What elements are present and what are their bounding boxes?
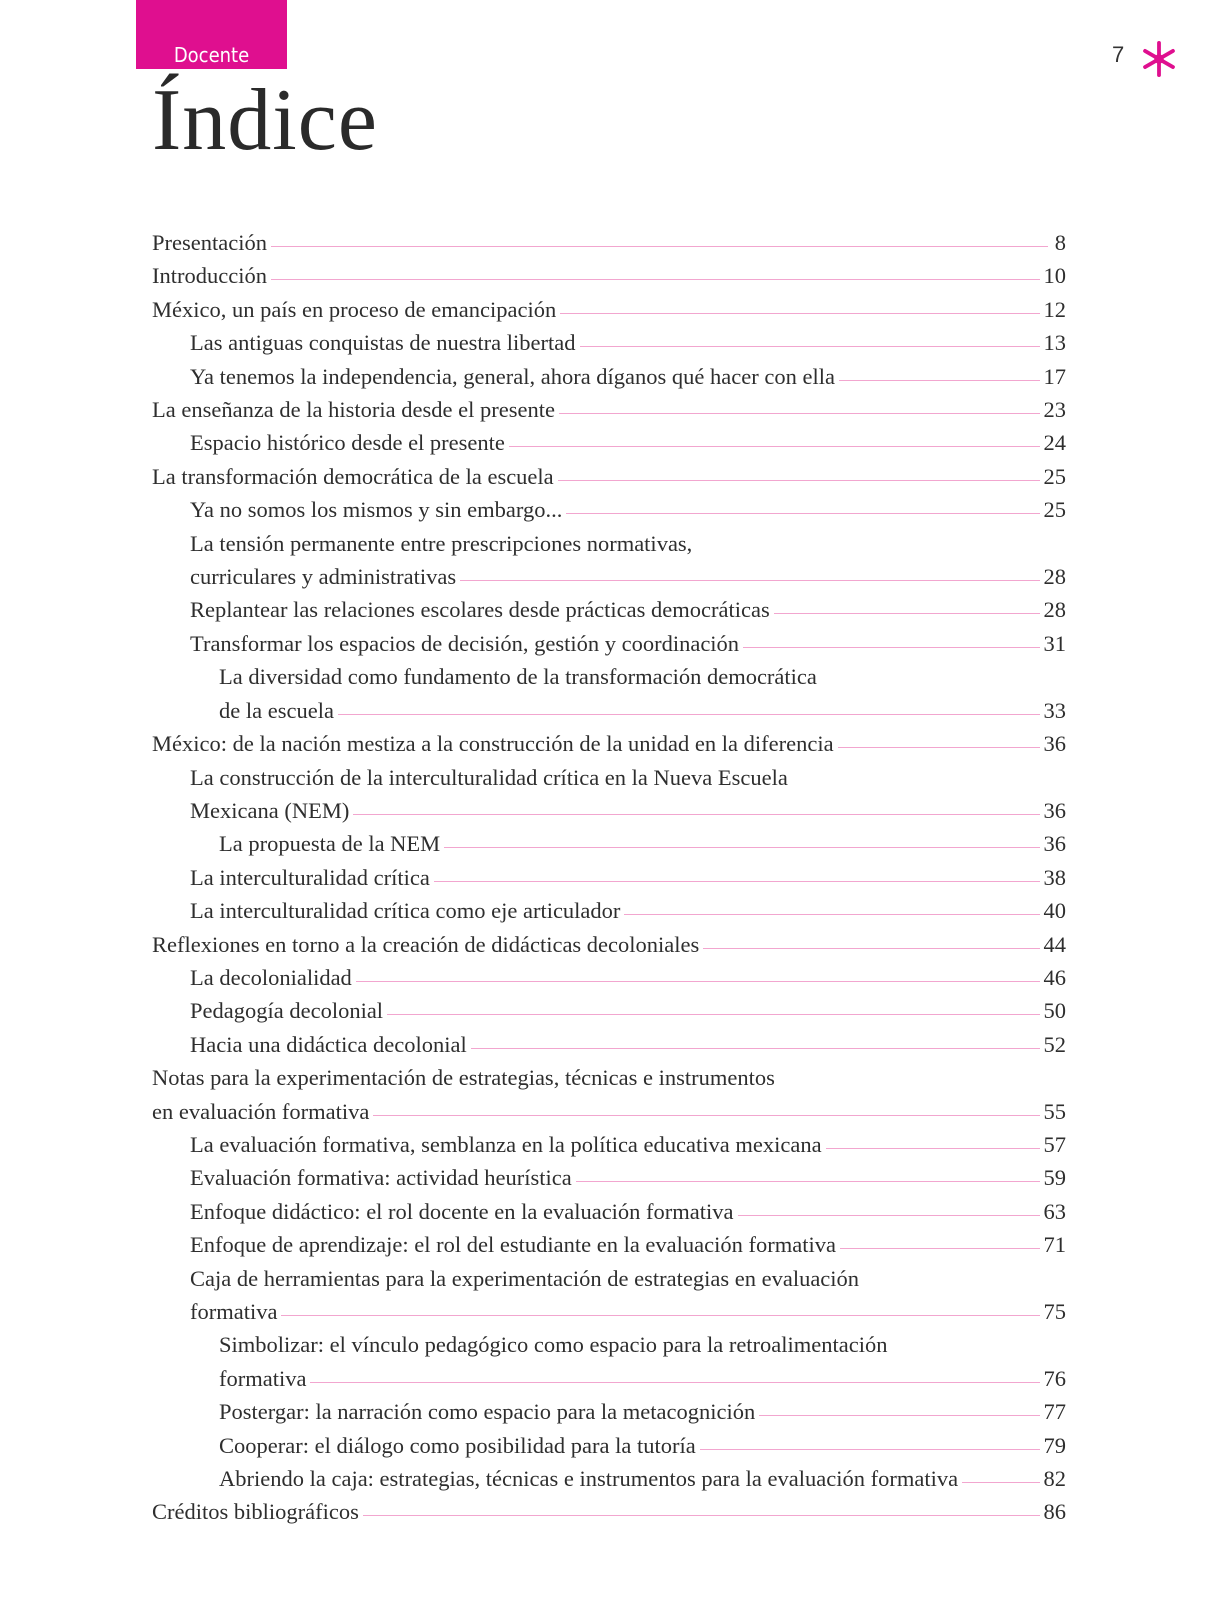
dot-leader <box>738 1215 1040 1216</box>
toc-entry-title: curriculares y administrativas <box>190 564 457 590</box>
dot-leader <box>356 981 1040 982</box>
dot-leader <box>839 380 1040 381</box>
dot-leader <box>559 413 1040 414</box>
toc-entry-title: México, un país en proceso de emancipación <box>152 296 557 322</box>
toc-entry[interactable] <box>152 527 1066 594</box>
dot-leader <box>962 1482 1039 1483</box>
toc-entry-page: 59 <box>1043 1165 1066 1191</box>
toc-entry-title: La interculturalidad crítica <box>190 864 430 890</box>
dot-leader <box>840 1248 1040 1249</box>
toc-entry-title: Presentación <box>152 230 267 255</box>
toc-entry-page: 23 <box>1043 397 1066 423</box>
dot-leader <box>838 747 1040 748</box>
toc-entry[interactable] <box>152 1429 1066 1462</box>
toc-entry-page: 12 <box>1043 296 1066 322</box>
toc-entry-title: La decolonialidad <box>190 964 352 990</box>
toc-entry[interactable] <box>152 326 1066 359</box>
toc-entry-title: Créditos bibliográficos <box>152 1499 359 1525</box>
toc-entry-page: 8 <box>1054 230 1066 255</box>
dot-leader <box>353 814 1039 815</box>
toc-entry-title: Las antiguas conquistas de nuestra libertad <box>190 330 576 356</box>
dot-leader <box>826 1148 1040 1149</box>
toc-entry-title-line: La diversidad como fundamento de la transformación democrática <box>219 664 817 690</box>
toc-entry-page: 50 <box>1043 998 1066 1024</box>
dot-leader <box>509 446 1040 447</box>
toc-entry[interactable] <box>152 393 1066 426</box>
toc-entry-title: Abriendo la caja: estrategias, técnicas e instrumentos para la evaluación formativa <box>219 1466 959 1492</box>
table-of-contents <box>152 226 1066 1529</box>
toc-entry[interactable] <box>152 1128 1066 1161</box>
toc-entry-title: La transformación democrática de la escuela <box>152 463 554 489</box>
toc-entry-page: 24 <box>1043 430 1066 456</box>
toc-entry[interactable] <box>152 426 1066 459</box>
toc-entry[interactable] <box>152 1028 1066 1061</box>
dot-leader <box>471 1048 1040 1049</box>
dot-leader <box>460 580 1039 581</box>
toc-entry[interactable] <box>152 1061 1066 1128</box>
toc-entry-page: 33 <box>1043 697 1066 723</box>
page-number: 7 <box>1112 42 1125 67</box>
toc-entry-title: La interculturalidad crítica como eje articulador <box>190 898 621 924</box>
toc-entry[interactable] <box>152 1462 1066 1495</box>
dot-leader <box>580 346 1040 347</box>
toc-entry-page: 77 <box>1043 1399 1066 1425</box>
dot-leader <box>703 948 1039 949</box>
toc-entry[interactable] <box>152 293 1066 326</box>
section-tab <box>136 0 287 69</box>
toc-entry-page: 44 <box>1043 931 1066 957</box>
dot-leader <box>363 1515 1040 1516</box>
dot-leader <box>271 246 1048 247</box>
dot-leader <box>560 313 1039 314</box>
toc-entry-title: Hacia una didáctica decolonial <box>190 1031 467 1057</box>
toc-entry[interactable] <box>152 827 1066 860</box>
toc-entry-page: 28 <box>1043 597 1066 623</box>
toc-entry-title: La propuesta de la NEM <box>219 831 441 857</box>
toc-entry-page: 25 <box>1043 463 1066 489</box>
toc-entry-page: 36 <box>1043 831 1066 857</box>
toc-entry-page: 28 <box>1043 564 1066 590</box>
toc-entry-title: Espacio histórico desde el presente <box>190 430 505 456</box>
toc-entry-title: La enseñanza de la historia desde el presente <box>152 397 555 423</box>
dot-leader <box>434 881 1040 882</box>
toc-entry-title: La evaluación formativa, semblanza en la política educativa mexicana <box>190 1131 822 1157</box>
toc-entry[interactable] <box>152 460 1066 493</box>
dot-leader <box>576 1181 1040 1182</box>
toc-entry-page: 25 <box>1043 497 1066 523</box>
toc-entry-page: 13 <box>1043 330 1066 356</box>
toc-entry[interactable] <box>152 660 1066 727</box>
toc-entry[interactable] <box>152 1228 1066 1261</box>
toc-entry[interactable] <box>152 894 1066 927</box>
toc-entry-title-line: La tensión permanente entre prescripciones normativas, <box>190 530 693 556</box>
toc-entry-title: formativa <box>190 1299 278 1324</box>
dot-leader <box>700 1449 1040 1450</box>
toc-entry[interactable] <box>152 493 1066 526</box>
toc-entry-page: 46 <box>1043 964 1066 990</box>
toc-entry-page: 86 <box>1043 1499 1066 1525</box>
toc-entry[interactable] <box>152 928 1066 961</box>
dot-leader <box>310 1382 1039 1383</box>
toc-entry[interactable] <box>152 1495 1066 1528</box>
toc-entry[interactable] <box>152 994 1066 1027</box>
asterisk-icon <box>1140 40 1178 78</box>
toc-entry-title: Transformar los espacios de decisión, gestión y coordinación <box>190 630 740 656</box>
toc-entry-page: 76 <box>1043 1365 1066 1391</box>
dot-leader <box>759 1415 1039 1416</box>
toc-entry[interactable] <box>152 727 1066 760</box>
dot-leader <box>271 279 1040 280</box>
toc-entry-title-line: Caja de herramientas para la experimentación de estrategias en evaluación <box>190 1265 860 1291</box>
dot-leader <box>624 914 1039 915</box>
toc-entry-title-line: Notas para la experimentación de estrategias, técnicas e instrumentos <box>152 1065 775 1091</box>
toc-entry[interactable] <box>152 1195 1066 1228</box>
toc-entry[interactable] <box>152 961 1066 994</box>
toc-entry-title: México: de la nación mestiza a la construcción de la unidad en la diferencia <box>152 731 834 757</box>
toc-entry-title: Cooperar: el diálogo como posibilidad para la tutoría <box>219 1432 696 1458</box>
toc-entry[interactable] <box>152 259 1066 292</box>
toc-entry-title: Ya tenemos la independencia, general, ahora díganos qué hacer con ella <box>190 363 835 389</box>
toc-entry-page: 55 <box>1043 1098 1066 1124</box>
toc-entry[interactable] <box>152 1395 1066 1428</box>
toc-entry-title: Replantear las relaciones escolares desde prácticas democráticas <box>190 597 770 623</box>
toc-entry-page: 36 <box>1043 731 1066 757</box>
toc-entry[interactable] <box>152 226 1066 259</box>
toc-entry-page: 75 <box>1043 1299 1066 1324</box>
toc-entry[interactable] <box>152 593 1066 626</box>
toc-entry[interactable] <box>152 861 1066 894</box>
toc-entry-title: Mexicana (NEM) <box>190 797 350 823</box>
toc-entry-page: 10 <box>1043 263 1066 289</box>
toc-entry-page: 57 <box>1043 1131 1066 1157</box>
toc-entry-title-line: La construcción de la interculturalidad crítica en la Nueva Escuela <box>190 764 788 790</box>
toc-entry[interactable] <box>152 1262 1066 1329</box>
toc-entry-page: 40 <box>1043 898 1066 924</box>
toc-entry-page: 63 <box>1043 1198 1066 1224</box>
dot-leader <box>281 1315 1039 1316</box>
toc-entry-title: Evaluación formativa: actividad heurística <box>190 1165 572 1191</box>
toc-entry-title: de la escuela <box>219 697 334 723</box>
toc-entry[interactable] <box>152 761 1066 828</box>
toc-entry-title: Pedagogía decolonial <box>190 998 384 1024</box>
toc-entry-title: Enfoque didáctico: el rol docente en la evaluación formativa <box>190 1198 734 1224</box>
toc-entry-page: 17 <box>1043 363 1066 389</box>
toc-entry-page: 71 <box>1043 1232 1066 1258</box>
toc-entry[interactable] <box>152 627 1066 660</box>
dot-leader <box>743 647 1039 648</box>
toc-entry-title: formativa <box>219 1365 307 1391</box>
toc-entry-page: 52 <box>1043 1031 1066 1057</box>
dot-leader <box>558 480 1040 481</box>
toc-entry-page: 31 <box>1043 630 1066 656</box>
dot-leader <box>566 513 1039 514</box>
dot-leader <box>387 1014 1039 1015</box>
toc-entry-title: Ya no somos los mismos y sin embargo... <box>190 497 563 523</box>
toc-entry-title: Postergar: la narración como espacio para la metacognición <box>219 1399 756 1425</box>
dot-leader <box>444 847 1039 848</box>
toc-entry-title-line: Simbolizar: el vínculo pedagógico como espacio para la retroalimentación <box>219 1332 888 1358</box>
toc-entry-page: 79 <box>1043 1432 1066 1458</box>
toc-entry-page: 82 <box>1043 1466 1066 1492</box>
toc-entry[interactable] <box>152 1328 1066 1395</box>
toc-entry-page: 36 <box>1043 797 1066 823</box>
toc-entry[interactable] <box>152 360 1066 393</box>
toc-entry-title: Reflexiones en torno a la creación de didácticas decoloniales <box>152 931 700 957</box>
toc-entry-title: en evaluación formativa <box>152 1098 370 1124</box>
toc-entry-title: Introducción <box>152 263 267 289</box>
dot-leader <box>338 714 1040 715</box>
page-title: Índice <box>152 72 378 169</box>
dot-leader <box>373 1115 1039 1116</box>
toc-entry-title: Enfoque de aprendizaje: el rol del estudiante en la evaluación formativa <box>190 1232 836 1258</box>
toc-entry-page: 38 <box>1043 864 1066 890</box>
toc-entry[interactable] <box>152 1161 1066 1194</box>
dot-leader <box>774 613 1040 614</box>
section-tab-label: Docente <box>173 43 250 67</box>
